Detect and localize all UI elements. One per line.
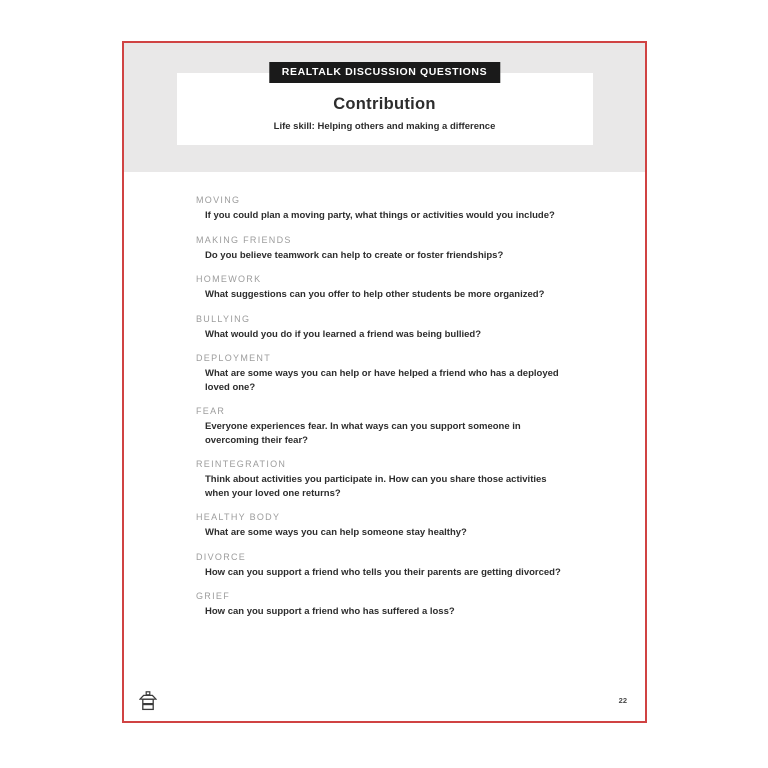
page-title: Contribution xyxy=(333,95,436,113)
section-label: HOMEWORK xyxy=(196,274,262,284)
section-label: BULLYING xyxy=(196,313,251,324)
question-section-deployment xyxy=(196,353,645,394)
question-section-reintegration xyxy=(196,459,645,500)
section-label: DEPLOYMENT xyxy=(196,353,272,363)
section-label: REINTEGRATION xyxy=(196,459,287,469)
question-section-grief xyxy=(196,591,645,619)
header-card xyxy=(177,66,593,145)
worksheet-page xyxy=(122,41,647,723)
question-section-making-friends xyxy=(196,235,645,263)
section-question: How can you support a friend who has suffered a loss? xyxy=(205,606,455,617)
question-section-homework xyxy=(196,274,645,302)
page-subtitle: Life skill: Helping others and making a difference xyxy=(273,120,496,132)
page-number: 22 xyxy=(618,696,627,705)
question-section-moving xyxy=(196,195,645,223)
section-question: What are some ways you can help someone stay healthy? xyxy=(205,527,467,538)
section-label: DIVORCE xyxy=(196,551,247,562)
question-section-bullying xyxy=(196,314,645,342)
section-label: GRIEF xyxy=(196,591,231,601)
header-band xyxy=(124,43,645,172)
section-question: If you could plan a moving party, what things or activities would you include? xyxy=(205,210,555,221)
section-question: What are some ways you can help or have helped a friend who has a deployed loved one? xyxy=(205,368,559,393)
question-section-divorce xyxy=(196,552,645,580)
header-badge-label: REALTALK DISCUSSION QUESTIONS xyxy=(281,66,488,78)
question-section-fear xyxy=(196,406,645,447)
section-question: Think about activities you participate in. How can you share those activities when your loved one returns? xyxy=(205,474,547,499)
section-label: FEAR xyxy=(196,406,226,416)
questions-list xyxy=(124,172,645,619)
schoolhouse-icon xyxy=(139,691,157,711)
section-label: MAKING FRIENDS xyxy=(196,234,292,245)
section-question: How can you support a friend who tells you their parents are getting divorced? xyxy=(205,566,561,578)
section-question: What would you do if you learned a friend was being bullied? xyxy=(205,328,482,340)
section-label: MOVING xyxy=(196,195,241,205)
header-badge xyxy=(269,62,500,83)
section-question: Do you believe teamwork can help to create or foster friendships? xyxy=(205,249,504,261)
section-label: HEALTHY BODY xyxy=(196,512,281,522)
section-question: What suggestions can you offer to help other students be more organized? xyxy=(205,289,545,300)
section-question: Everyone experiences fear. In what ways can you support someone in overcoming their fear? xyxy=(205,421,521,446)
question-section-healthy-body xyxy=(196,512,645,540)
